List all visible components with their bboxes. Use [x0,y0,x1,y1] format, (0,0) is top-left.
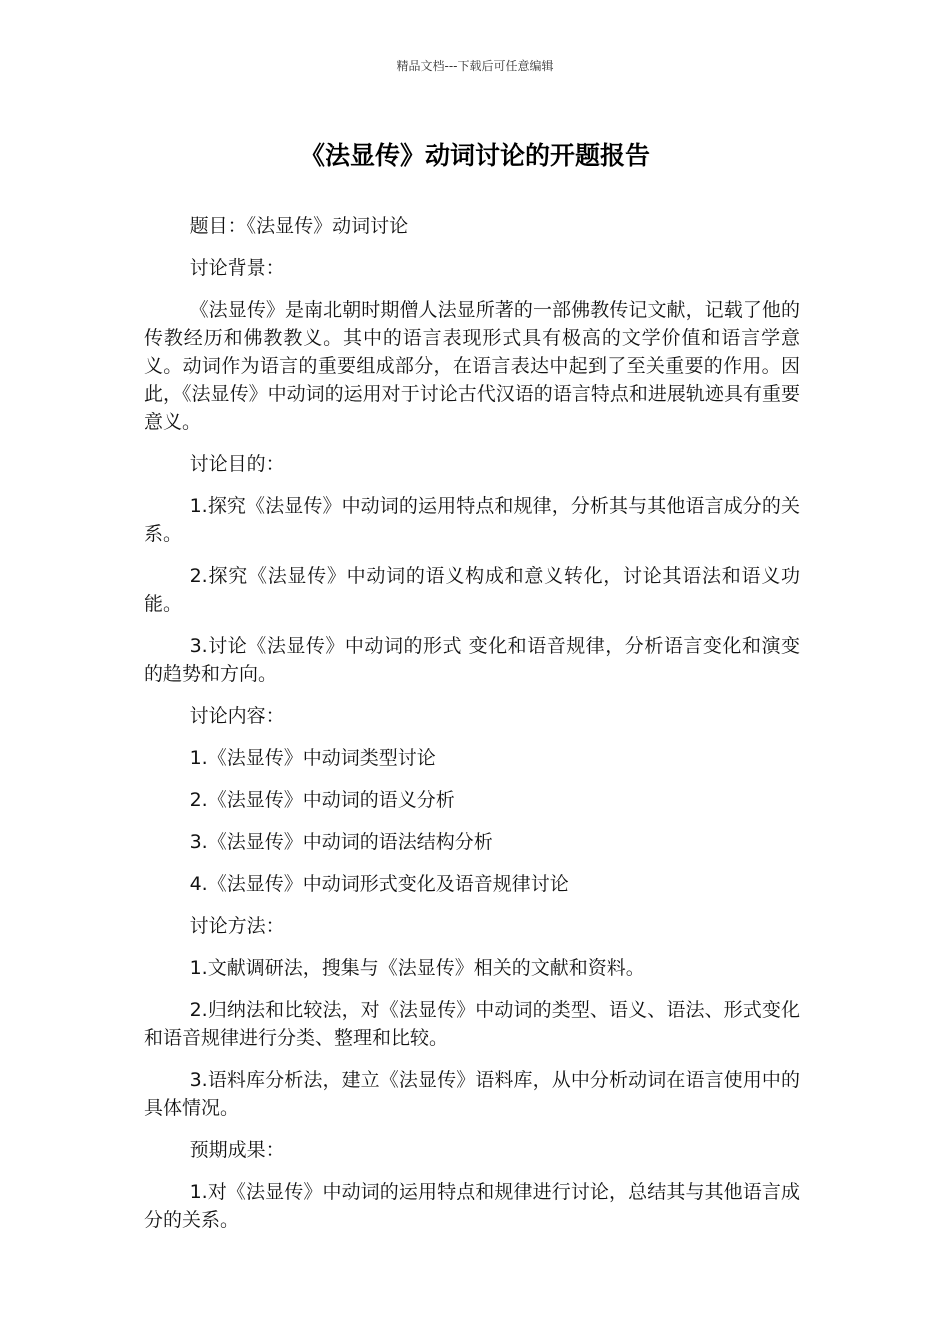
section-heading-methods: 讨论方法： [189,915,285,937]
content-item-4: 4.《法显传》中动词形式变化及语音规律讨论 [189,873,569,895]
section-heading-background: 讨论背景： [189,257,285,279]
topic-line: 题目：《法显传》动词讨论 [189,215,409,237]
section-heading-purpose: 讨论目的： [189,453,285,475]
background-paragraph: 《法显传》是南北朝时期僧人法显所著的一部佛教传记文献，记载了他的传教经历和佛教教义。其中的语言表现形式具有极高的文学价值和语言学意义。动词作为语言的重要组成部分，在语言表达中起到了至关重要的作用。因此，《法显传》中动词的运用对于讨论古代汉语的语言特点和进展轨迹具有重要意义。 [144,299,800,433]
content-item-3: 3.《法显传》中动词的语法结构分析 [189,831,493,853]
document-body [144,212,800,1248]
document-title: 《法显传》动词讨论的开题报告 [299,141,650,170]
content-item-1: 1.《法显传》中动词类型讨论 [189,747,436,769]
result-item-1: 1.对《法显传》中动词的运用特点和规律进行讨论，总结其与其他语言成分的关系。 [144,1181,800,1231]
content-item-2: 2.《法显传》中动词的语义分析 [189,789,455,811]
section-heading-results: 预期成果： [189,1139,285,1161]
method-item-2: 2.归纳法和比较法，对《法显传》中动词的类型、语义、语法、形式变化和语音规律进行分类、整理和比较。 [144,999,800,1049]
purpose-item-2: 2.探究《法显传》中动词的语义构成和意义转化，讨论其语法和语义功能。 [144,565,800,615]
method-item-1: 1.文献调研法，搜集与《法显传》相关的文献和资料。 [189,957,645,979]
method-item-3: 3.语料库分析法，建立《法显传》语料库，从中分析动词在语言使用中的具体情况。 [144,1069,800,1119]
purpose-item-3: 3.讨论《法显传》中动词的形式 变化和语音规律，分析语言变化和演变的趋势和方向。 [144,635,800,685]
purpose-item-1: 1.探究《法显传》中动词的运用特点和规律，分析其与其他语言成分的关系。 [144,495,800,545]
header-note: 精品文档---下载后可任意编辑 [396,59,554,73]
section-heading-content: 讨论内容： [189,705,285,727]
